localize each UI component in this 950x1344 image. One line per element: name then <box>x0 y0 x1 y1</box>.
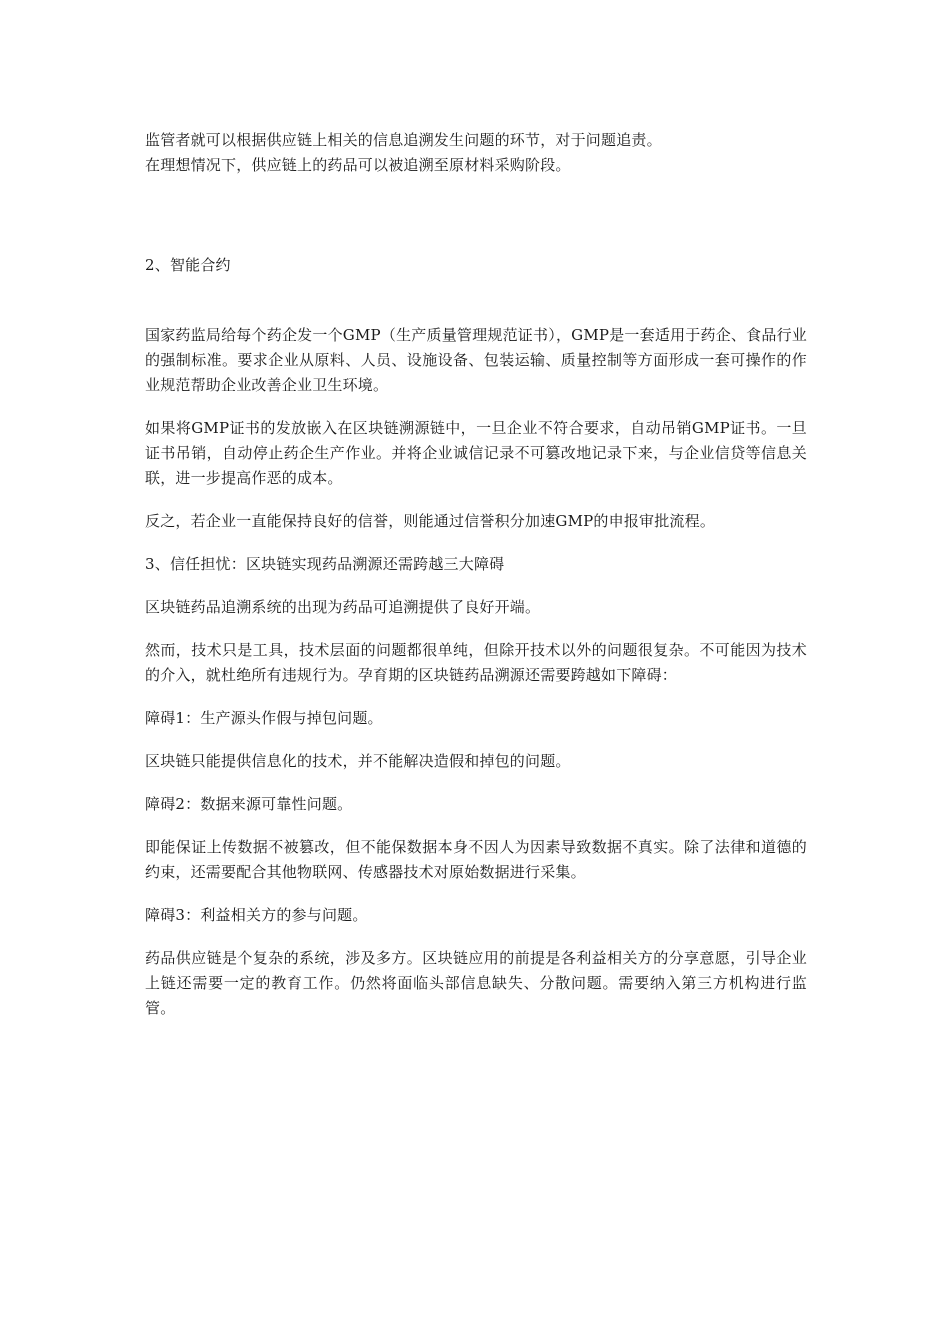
obstacle-2-text: 即能保证上传数据不被篡改，但不能保数据本身不因人为因素导致数据不真实。除了法律和道德的约束，还需要配合其他物联网、传感器技术对原始数据进行采集。 <box>145 838 807 881</box>
document-body <box>145 128 807 1021</box>
paragraph-ideal-traceability: 在理想情况下，供应链上的药品可以被追溯至原材料采购阶段。 <box>145 156 571 174</box>
paragraph-traceability-accountability: 监管者就可以根据供应链上相关的信息追溯发生问题的环节，对于问题追责。 <box>145 131 662 149</box>
paragraph-credit-acceleration: 反之，若企业一直能保持良好的信誉，则能通过信誉积分加速GMP的申报审批流程。 <box>145 512 716 530</box>
paragraph-good-start: 区块链药品追溯系统的出现为药品可追溯提供了良好开端。 <box>145 598 541 616</box>
obstacle-1-text: 区块链只能提供信息化的技术，并不能解决造假和掉包的问题。 <box>145 752 571 770</box>
paragraph-gmp-intro: 国家药监局给每个药企发一个GMP（生产质量管理规范证书），GMP是一套适用于药企、食品行业的强制标准。要求企业从原料、人员、设施设备、包装运输、质量控制等方面形成一套可操作的作业规范帮助企业改善企业卫生环境。 <box>145 326 807 394</box>
obstacle-2-heading: 障碍2：数据来源可靠性问题。 <box>145 795 353 813</box>
obstacle-1-heading: 障碍1：生产源头作假与掉包问题。 <box>145 709 383 727</box>
obstacle-3-heading: 障碍3：利益相关方的参与问题。 <box>145 906 368 924</box>
obstacle-3-text: 药品供应链是个复杂的系统，涉及多方。区块链应用的前提是各利益相关方的分享意愿，引导企业上链还需要一定的教育工作。仍然将面临头部信息缺失、分散问题。需要纳入第三方机构进行监管。 <box>145 949 807 1017</box>
section-heading-smart-contract: 2、智能合约 <box>145 256 231 274</box>
paragraph-gmp-blockchain: 如果将GMP证书的发放嵌入在区块链溯源链中，一旦企业不符合要求，自动吊销GMP证书。一旦证书吊销，自动停止药企生产作业。并将企业诚信记录不可篡改地记录下来，与企业信贷等信息关联，进一步提高作恶的成本。 <box>145 419 807 487</box>
paragraph-technology-limits: 然而，技术只是工具，技术层面的问题都很单纯，但除开技术以外的问题很复杂。不可能因为技术的介入，就杜绝所有违规行为。孕育期的区块链药品溯源还需要跨越如下障碍： <box>145 641 807 684</box>
section-heading-trust-concerns: 3、信任担忧：区块链实现药品溯源还需跨越三大障碍 <box>145 555 505 573</box>
